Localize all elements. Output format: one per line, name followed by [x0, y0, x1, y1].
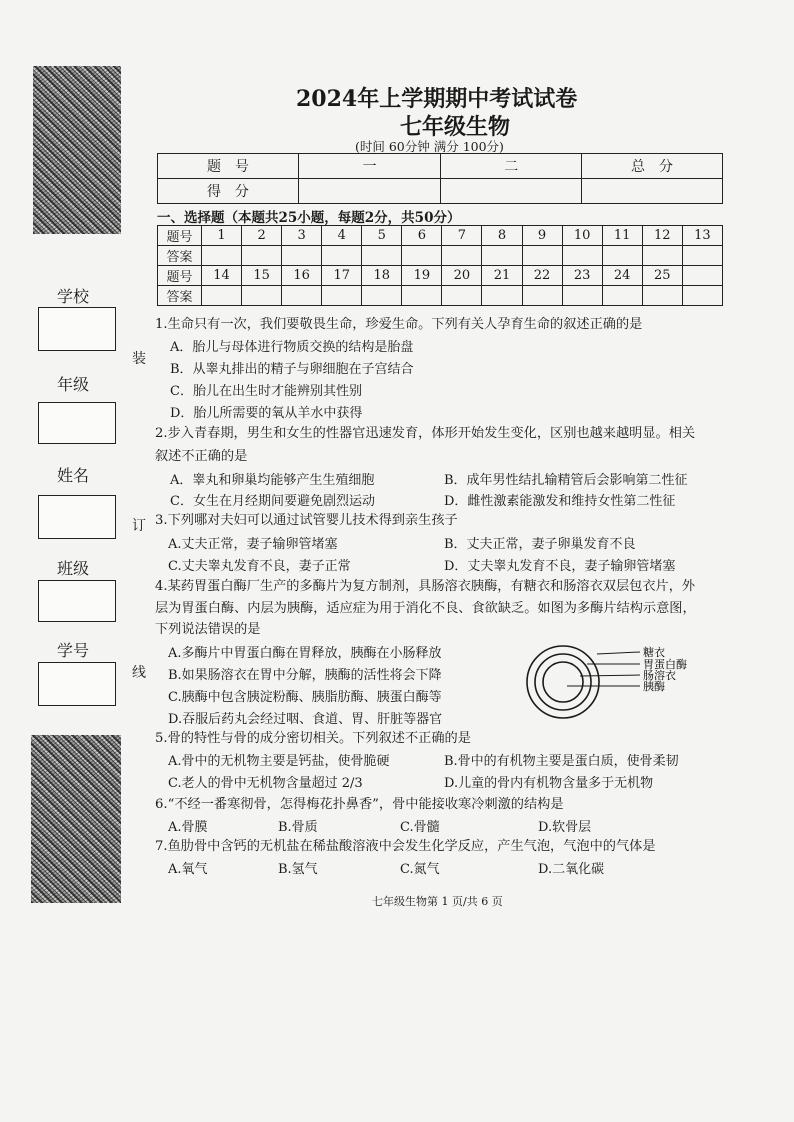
question-7-stem: 7.鱼肋骨中含钙的无机盐在稀盐酸溶液中会发生化学反应，产生气泡，气泡中的气体是 — [155, 839, 656, 854]
question-3-option-b[interactable]: B．丈夫正常，妻子卵巢发育不良 — [444, 537, 636, 552]
answer-cell[interactable] — [242, 246, 282, 266]
grade-label: 年级 — [57, 375, 90, 394]
figure-label-pepsin: 胃蛋白酶 — [643, 658, 687, 671]
row-label: 题号 — [158, 226, 202, 246]
answer-cell[interactable] — [322, 246, 362, 266]
question-7-option-c[interactable]: C.氮气 — [400, 862, 440, 877]
score-table — [157, 153, 723, 204]
answer-grid-number-row — [158, 266, 723, 286]
question-number: 19 — [402, 266, 442, 286]
question-5-option-b[interactable]: B.骨中的有机物主要是蛋白质，使骨柔韧 — [444, 754, 679, 769]
question-1-option-c[interactable]: C．胎儿在出生时才能辨别其性别 — [170, 384, 362, 399]
question-number: 23 — [562, 266, 602, 286]
answer-cell[interactable] — [442, 246, 482, 266]
answer-cell[interactable] — [282, 286, 322, 306]
answer-cell[interactable] — [362, 246, 402, 266]
exam-title: 2024年上学期期中考试试卷 — [296, 86, 578, 112]
question-4-option-c[interactable]: C.胰酶中包含胰淀粉酶、胰脂肪酶、胰蛋白酶等 — [168, 690, 442, 705]
answer-cell[interactable] — [642, 286, 682, 306]
score-table-cell: 一 — [298, 154, 441, 179]
question-6-option-d[interactable]: D.软骨层 — [538, 820, 592, 835]
answer-grid — [157, 225, 723, 306]
outer-layer-circle — [527, 646, 599, 718]
answer-cell[interactable] — [522, 286, 562, 306]
question-4-stem: 4.某药胃蛋白酶厂生产的多酶片为复方制剂，具肠溶衣胰酶，有糖衣和肠溶衣双层包衣片，外 — [155, 579, 696, 594]
name-label: 姓名 — [57, 466, 90, 485]
score-input-section2[interactable] — [441, 179, 582, 204]
decorative-pattern-bottom — [31, 735, 121, 903]
score-table-header-row — [158, 154, 723, 179]
answer-cell[interactable] — [642, 246, 682, 266]
binding-char-xian: 线 — [132, 665, 146, 681]
question-6-option-c[interactable]: C.骨髓 — [400, 820, 440, 835]
question-number: 14 — [202, 266, 242, 286]
answer-cell[interactable] — [442, 286, 482, 306]
question-3-option-c[interactable]: C.丈夫睾丸发育不良，妻子正常 — [168, 559, 351, 574]
answer-cell[interactable] — [282, 246, 322, 266]
answer-cell[interactable] — [602, 246, 642, 266]
student-id-field[interactable] — [38, 662, 116, 706]
school-field[interactable] — [38, 307, 116, 351]
question-number: 1 — [202, 226, 242, 246]
student-id-label: 学号 — [57, 641, 90, 660]
class-label: 班级 — [57, 559, 90, 578]
question-2-stem: 2.步入青春期，男生和女生的性器官迅速发育，体形开始发生变化，区别也越来越明显。相关 — [155, 426, 696, 441]
tablet-structure-figure — [505, 642, 705, 722]
score-table-cell: 得 分 — [158, 179, 299, 204]
score-input-total[interactable] — [582, 179, 723, 204]
question-number: 11 — [602, 226, 642, 246]
exam-info: (时间 60分钟 满分 100分) — [355, 139, 504, 154]
answer-cell[interactable] — [682, 246, 722, 266]
question-6-stem: 6.“不经一番寒彻骨，怎得梅花扑鼻香”，骨中能接收寒冷刺激的结构是 — [155, 797, 564, 812]
figure-label-sugar-coat: 糖衣 — [643, 646, 665, 659]
question-5-option-c[interactable]: C.老人的骨中无机物含量超过 2/3 — [168, 776, 363, 791]
question-7-option-d[interactable]: D.二氧化碳 — [538, 862, 605, 877]
row-label: 答案 — [158, 246, 202, 266]
question-1-option-d[interactable]: D．胎儿所需要的氧从羊水中获得 — [170, 406, 363, 421]
label-line — [597, 652, 640, 654]
question-1-option-a[interactable]: A．胎儿与母体进行物质交换的结构是胎盘 — [170, 340, 414, 355]
answer-cell[interactable] — [482, 246, 522, 266]
answer-cell[interactable] — [562, 246, 602, 266]
figure-label-pancreatin: 胰酶 — [643, 680, 665, 693]
question-2-option-a[interactable]: A．睾丸和卵巢均能够产生生殖细胞 — [170, 473, 375, 488]
question-number: 25 — [642, 266, 682, 286]
question-5-option-d[interactable]: D.儿童的骨内有机物含量多于无机物 — [444, 776, 654, 791]
question-3-stem: 3.下列哪对夫妇可以通过试管婴儿技术得到亲生孩子 — [155, 513, 458, 528]
question-1-stem: 1.生命只有一次，我们要敬畏生命，珍爱生命。下列有关人孕育生命的叙述正确的是 — [155, 317, 643, 332]
school-label: 学校 — [57, 287, 90, 306]
question-number: 6 — [402, 226, 442, 246]
question-number: 16 — [282, 266, 322, 286]
question-number: 4 — [322, 226, 362, 246]
score-table-cell: 题 号 — [158, 154, 299, 179]
question-4-stem: 层为胃蛋白酶、内层为胰酶，适应症为用于消化不良、食欲缺乏。如图为多酶片结构示意图， — [155, 601, 696, 616]
answer-cell[interactable] — [202, 286, 242, 306]
question-number: 24 — [602, 266, 642, 286]
question-4-option-a[interactable]: A.多酶片中胃蛋白酶在胃释放，胰酶在小肠释放 — [168, 646, 442, 661]
decorative-pattern-top — [33, 66, 121, 234]
question-5-option-a[interactable]: A.骨中的无机物主要是钙盐，使骨脆硬 — [168, 754, 390, 769]
question-7-option-b[interactable]: B.氢气 — [278, 862, 318, 877]
answer-cell[interactable] — [202, 246, 242, 266]
grade-field[interactable] — [38, 402, 116, 444]
answer-cell[interactable] — [322, 286, 362, 306]
exam-subject: 七年级生物 — [400, 114, 511, 140]
answer-grid-answer-row — [158, 286, 723, 306]
section1-heading: 一、选择题（本题共25小题，每题2分，共50分） — [157, 210, 461, 226]
page-footer: 七年级生物第 1 页/共 6 页 — [372, 895, 503, 908]
answer-cell[interactable] — [602, 286, 642, 306]
answer-cell[interactable] — [362, 286, 402, 306]
score-table-cell: 二 — [441, 154, 582, 179]
question-2-option-b[interactable]: B．成年男性结扎输精管后会影响第二性征 — [444, 473, 688, 488]
question-1-option-b[interactable]: B．从睾丸排出的精子与卵细胞在子宫结合 — [170, 362, 414, 377]
question-6-option-b[interactable]: B.骨质 — [278, 820, 318, 835]
class-field[interactable] — [38, 580, 116, 622]
question-number: 10 — [562, 226, 602, 246]
question-number: 13 — [682, 226, 722, 246]
score-input-section1[interactable] — [298, 179, 441, 204]
question-4-option-d[interactable]: D.吞服后药丸会经过咽、食道、胃、肝脏等器官 — [168, 712, 443, 727]
question-number: 5 — [362, 226, 402, 246]
empty-cell — [682, 266, 722, 286]
question-number: 7 — [442, 226, 482, 246]
question-6-option-a[interactable]: A.骨膜 — [168, 820, 208, 835]
answer-cell[interactable] — [242, 286, 282, 306]
answer-cell[interactable] — [562, 286, 602, 306]
row-label: 题号 — [158, 266, 202, 286]
binding-char-zhuang: 装 — [132, 351, 146, 367]
inner-layer-circle — [543, 662, 583, 702]
score-table-score-row — [158, 179, 723, 204]
question-2-option-c[interactable]: C．女生在月经期间要避免剧烈运动 — [170, 494, 375, 509]
question-number: 2 — [242, 226, 282, 246]
name-field[interactable] — [38, 495, 116, 539]
question-number: 22 — [522, 266, 562, 286]
question-5-stem: 5.骨的特性与骨的成分密切相关。下列叙述不正确的是 — [155, 731, 471, 746]
answer-grid-answer-row — [158, 246, 723, 266]
answer-cell[interactable] — [402, 286, 442, 306]
empty-cell — [682, 286, 722, 306]
question-2-option-d[interactable]: D．雌性激素能激发和维持女性第二性征 — [444, 494, 676, 509]
answer-cell[interactable] — [482, 286, 522, 306]
question-number: 3 — [282, 226, 322, 246]
question-number: 12 — [642, 226, 682, 246]
question-number: 20 — [442, 266, 482, 286]
question-number: 17 — [322, 266, 362, 286]
question-number: 8 — [482, 226, 522, 246]
binding-char-ding: 订 — [132, 518, 146, 534]
question-3-option-a[interactable]: A.丈夫正常，妻子输卵管堵塞 — [168, 537, 338, 552]
answer-cell[interactable] — [402, 246, 442, 266]
label-line — [580, 675, 640, 676]
question-number: 9 — [522, 226, 562, 246]
score-table-cell: 总 分 — [582, 154, 723, 179]
answer-cell[interactable] — [522, 246, 562, 266]
question-4-stem: 下列说法错误的是 — [155, 622, 261, 637]
row-label: 答案 — [158, 286, 202, 306]
answer-grid-number-row — [158, 226, 723, 246]
question-2-stem: 叙述不正确的是 — [155, 449, 248, 464]
question-number: 21 — [482, 266, 522, 286]
question-number: 15 — [242, 266, 282, 286]
figure-label-enteric-coat: 肠溶衣 — [643, 669, 676, 682]
question-4-option-b[interactable]: B.如果肠溶衣在胃中分解，胰酶的活性将会下降 — [168, 668, 442, 683]
question-7-option-a[interactable]: A.氧气 — [168, 862, 208, 877]
question-number: 18 — [362, 266, 402, 286]
question-3-option-d[interactable]: D．丈夫睾丸发育不良，妻子输卵管堵塞 — [444, 559, 676, 574]
